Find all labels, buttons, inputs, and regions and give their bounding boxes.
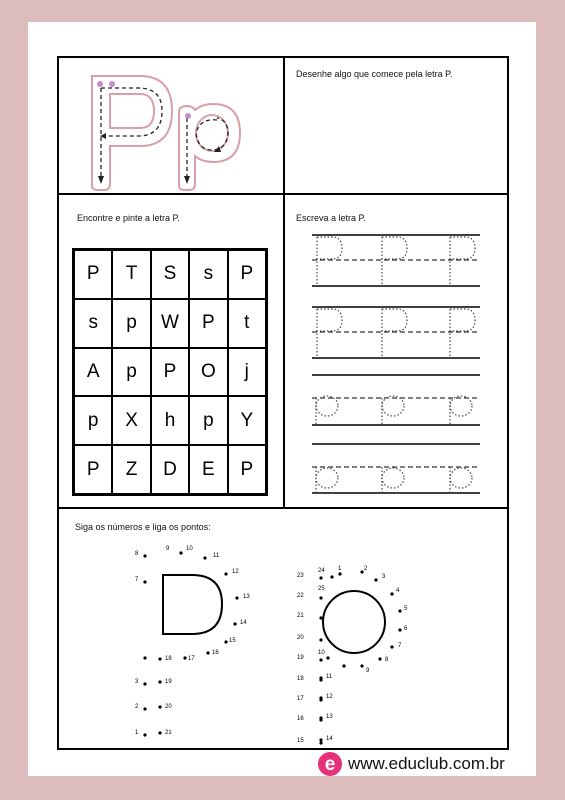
dot-number: 10 — [186, 546, 193, 552]
grid-cell[interactable]: S — [151, 250, 189, 299]
dot-number: 18 — [165, 656, 172, 662]
grid-cell[interactable]: s — [189, 250, 227, 299]
dot-number: 9 — [366, 668, 370, 674]
grid-cell[interactable]: p — [74, 396, 112, 445]
grid-cell[interactable]: Y — [228, 396, 266, 445]
dot-number: 11 — [326, 674, 333, 680]
dot-number: 11 — [213, 553, 220, 559]
dot-number: 2 — [364, 566, 368, 572]
grid-cell[interactable]: D — [151, 445, 189, 494]
educlub-logo: e — [318, 752, 342, 776]
grid-cell[interactable]: X — [112, 396, 150, 445]
dot-number: 20 — [165, 704, 172, 710]
dot-number: 8 — [385, 657, 389, 663]
dot-number: 25 — [318, 586, 325, 592]
find-prompt: Encontre e pinte a letra P. — [77, 213, 180, 223]
grid-cell[interactable]: P — [189, 299, 227, 348]
dot-number: 16 — [212, 650, 219, 656]
dot-number: 12 — [326, 694, 333, 700]
dot-number: 3 — [382, 574, 386, 580]
grid-cell[interactable]: T — [112, 250, 150, 299]
dot-number: 14 — [240, 620, 247, 626]
dot-number: 8 — [135, 551, 139, 557]
dot-number: 24 — [318, 568, 325, 574]
dot-number: 12 — [232, 569, 239, 575]
dot-number: 2 — [135, 704, 139, 710]
dot-number: 21 — [165, 730, 172, 736]
dot-number: 4 — [396, 588, 400, 594]
grid-cell[interactable]: E — [189, 445, 227, 494]
dot-number: 18 — [297, 676, 304, 682]
grid-cell[interactable]: h — [151, 396, 189, 445]
grid-cell[interactable]: s — [74, 299, 112, 348]
grid-cell[interactable]: p — [112, 348, 150, 397]
grid-cell[interactable]: A — [74, 348, 112, 397]
dot-number: 17 — [188, 656, 195, 662]
dot-number: 17 — [297, 696, 304, 702]
grid-cell[interactable]: Z — [112, 445, 150, 494]
dots-prompt: Siga os números e liga os pontos: — [75, 522, 211, 532]
dot-number: 7 — [398, 643, 402, 649]
dot-number: 13 — [243, 594, 250, 600]
dot-number: 20 — [297, 635, 304, 641]
dot-number: 1 — [135, 730, 139, 736]
dot-number: 3 — [135, 679, 139, 685]
draw-prompt: Desenhe algo que comece pela letra P. — [296, 69, 453, 79]
dot-number: 7 — [135, 577, 139, 583]
grid-cell[interactable]: O — [189, 348, 227, 397]
dot-number: 13 — [326, 714, 333, 720]
dot-number: 16 — [297, 716, 304, 722]
grid-cell[interactable]: P — [74, 445, 112, 494]
grid-cell[interactable]: p — [189, 396, 227, 445]
dot-number: 23 — [297, 573, 304, 579]
dot-number: 9 — [166, 546, 170, 552]
dot-number: 15 — [297, 738, 304, 744]
grid-cell[interactable]: p — [112, 299, 150, 348]
grid-cell[interactable]: P — [228, 445, 266, 494]
dot-number: 21 — [297, 613, 304, 619]
grid-cell[interactable]: P — [74, 250, 112, 299]
site-url[interactable]: www.educlub.com.br — [348, 754, 505, 773]
dot-number: 22 — [297, 593, 304, 599]
grid-cell[interactable]: P — [151, 348, 189, 397]
grid-cell[interactable]: P — [228, 250, 266, 299]
dot-number: 19 — [165, 679, 172, 685]
dot-number: 1 — [338, 566, 342, 572]
dot-number: 10 — [318, 650, 325, 656]
grid-cell[interactable]: j — [228, 348, 266, 397]
grid-cell[interactable]: t — [228, 299, 266, 348]
dot-number: 5 — [404, 606, 408, 612]
dot-number: 15 — [229, 638, 236, 644]
dot-number: 6 — [404, 626, 408, 632]
dot-number: 19 — [297, 655, 304, 661]
write-prompt: Escreva a letra P. — [296, 213, 366, 223]
grid-cell[interactable]: W — [151, 299, 189, 348]
dot-number: 14 — [326, 736, 333, 742]
